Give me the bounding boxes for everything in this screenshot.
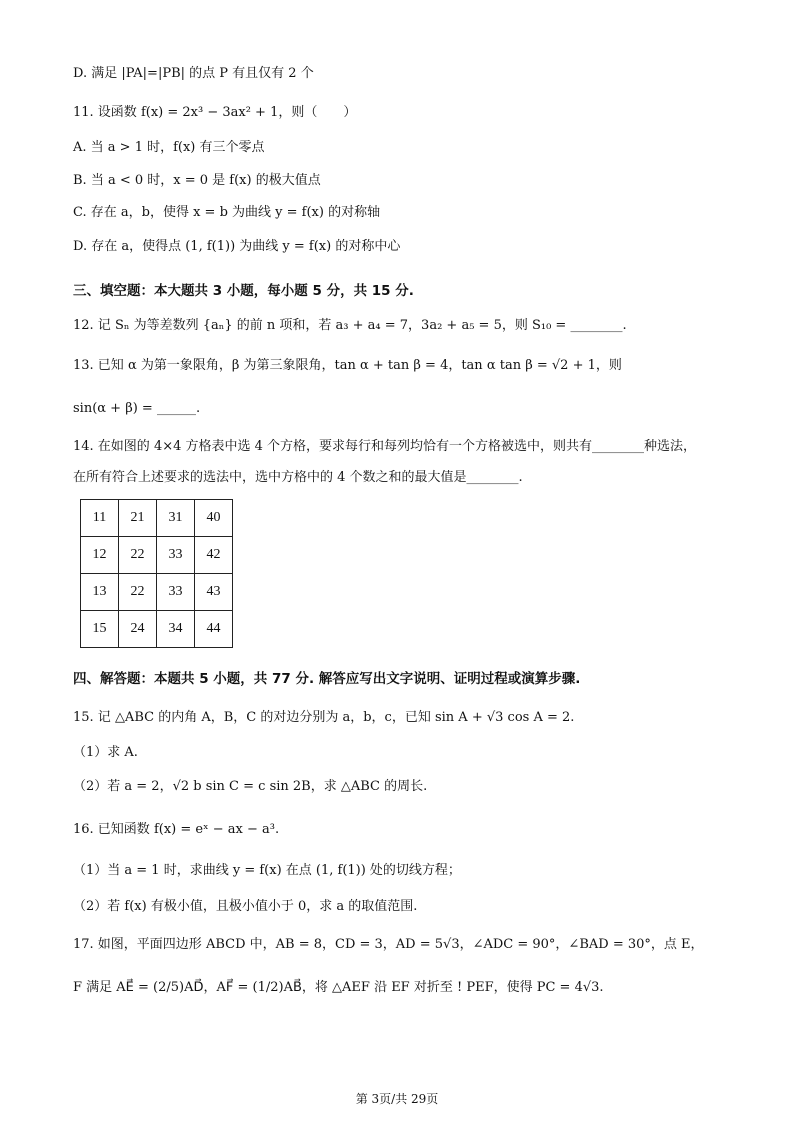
q15-part-1: （1）求 A. [73,745,138,760]
q10-option-d: D. 满足 |PA|=|PB| 的点 P 有且仅有 2 个 [73,66,314,81]
section-4-heading: 四、解答题：本题共 5 小题，共 77 分. 解答应写出文字说明、证明过程或演算步骤. [73,671,581,687]
grid-row [81,537,233,574]
grid-cell: 11 [81,500,119,537]
grid-cell: 42 [195,537,233,574]
grid-cell: 33 [157,537,195,574]
grid-cell: 44 [195,611,233,648]
q16-part-1: （1）当 a = 1 时，求曲线 y = f(x) 在点 (1, f(1)) 处的切线方程； [73,863,461,878]
q17-stem-2: F 满足 AE⃗ = (2/5)AD⃗，AF⃗ = (1/2)AB⃗，将 △AEF 沿 EF 对折至 ! PEF，使得 PC = 4√3. [73,980,604,995]
grid-cell: 43 [195,574,233,611]
grid-cell: 21 [119,500,157,537]
q11-option-b: B. 当 a < 0 时，x = 0 是 f(x) 的极大值点 [73,173,321,188]
q11-stem: 11. 设函数 f(x) = 2x³ − 3ax² + 1，则（ ） [73,105,357,120]
q14-stem-2: 在所有符合上述要求的选法中，选中方格中的 4 个数之和的最大值是________. [73,470,523,485]
q15-stem: 15. 记 △ABC 的内角 A，B，C 的对边分别为 a，b，c，已知 sin A + √3 cos A = 2. [73,710,575,725]
grid-row [81,500,233,537]
q16-stem: 16. 已知函数 f(x) = eˣ − ax − a³. [73,822,280,837]
q13-answer-line: sin(α + β) = ______. [73,401,201,416]
grid-row [81,574,233,611]
page-footer: 第 3页/共 29页 [355,1092,439,1106]
q13-stem: 13. 已知 α 为第一象限角，β 为第三象限角，tan α + tan β = 4，tan α tan β = √2 + 1，则 [73,358,622,373]
section-3-heading: 三、填空题：本大题共 3 小题，每小题 5 分，共 15 分. [73,283,414,299]
q11-option-c: C. 存在 a，b，使得 x = b 为曲线 y = f(x) 的对称轴 [73,205,381,220]
q12-stem: 12. 记 Sₙ 为等差数列 {aₙ} 的前 n 项和，若 a₃ + a₄ = 7，3a₂ + a₅ = 5，则 S₁₀ = ________. [73,318,627,333]
grid-cell: 24 [119,611,157,648]
q14-stem-1: 14. 在如图的 4×4 方格表中选 4 个方格，要求每行和每列均恰有一个方格被选中，则共有________种选法， [73,439,697,454]
number-grid [80,499,233,648]
grid-row [81,611,233,648]
grid-cell: 22 [119,574,157,611]
q16-part-2: （2）若 f(x) 有极小值，且极小值小于 0，求 a 的取值范围. [73,899,418,914]
grid-cell: 13 [81,574,119,611]
grid-cell: 34 [157,611,195,648]
q17-stem-1: 17. 如图，平面四边形 ABCD 中，AB = 8，CD = 3，AD = 5√3，∠ADC = 90°，∠BAD = 30°，点 E， [73,937,704,952]
grid-cell: 40 [195,500,233,537]
grid-cell: 31 [157,500,195,537]
grid-cell: 22 [119,537,157,574]
q11-option-a: A. 当 a > 1 时，f(x) 有三个零点 [73,140,265,155]
q15-part-2: （2）若 a = 2，√2 b sin C = c sin 2B，求 △ABC 的周长. [73,779,428,794]
q11-option-d: D. 存在 a，使得点 (1, f(1)) 为曲线 y = f(x) 的对称中心 [73,239,401,254]
grid-cell: 15 [81,611,119,648]
grid-cell: 12 [81,537,119,574]
grid-cell: 33 [157,574,195,611]
